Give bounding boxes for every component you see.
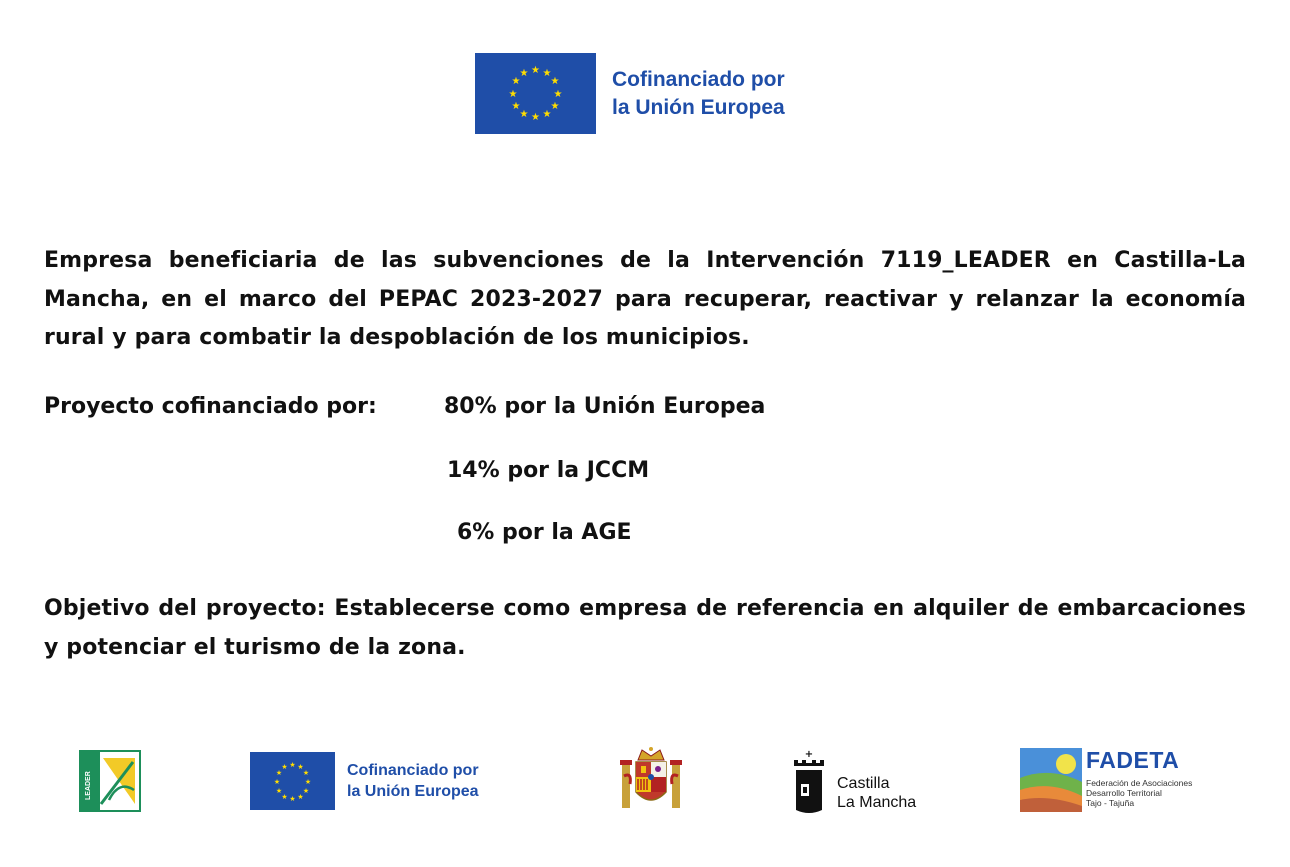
svg-text:★: ★: [508, 89, 518, 100]
svg-text:★: ★: [297, 763, 304, 771]
footer-eu-line2: la Unión Europea: [347, 783, 479, 800]
fadeta-line2: Desarrollo Territorial: [1086, 788, 1162, 798]
svg-text:★: ★: [304, 778, 312, 786]
svg-text:★: ★: [281, 763, 288, 771]
svg-text:★: ★: [550, 101, 560, 112]
svg-text:★: ★: [289, 795, 296, 803]
eu-line2: la Unión Europea: [612, 95, 785, 119]
svg-text:+: +: [804, 749, 814, 760]
castilla-la-mancha-logo: [790, 748, 916, 816]
svg-text:★: ★: [519, 109, 529, 120]
svg-text:★: ★: [289, 761, 296, 769]
eu-line1: Cofinanciado por: [612, 67, 785, 91]
svg-text:★: ★: [275, 769, 283, 777]
svg-text:LEADER: LEADER: [85, 771, 92, 800]
svg-text:★: ★: [297, 793, 304, 801]
leader-logo: [79, 750, 141, 812]
funding-age: 6% por la AGE: [457, 520, 632, 545]
footer-eu-badge: [250, 752, 479, 810]
svg-text:★: ★: [302, 787, 310, 795]
eu-flag-icon: [475, 53, 596, 134]
fadeta-emblem-icon: [1020, 748, 1082, 812]
svg-text:★: ★: [531, 112, 540, 123]
svg-text:★: ★: [275, 787, 283, 795]
objective-paragraph: Objetivo del proyecto: Establecerse como empresa de referencia en alquiler de embarcaciones y potenciar el turismo de la zona.: [44, 596, 1246, 660]
svg-text:★: ★: [519, 68, 529, 79]
svg-text:★: ★: [531, 65, 540, 76]
castle-icon: [790, 748, 828, 816]
fadeta-line3: Tajo - Tajuña: [1086, 798, 1135, 808]
svg-text:★: ★: [511, 76, 521, 87]
svg-text:★: ★: [511, 101, 521, 112]
footer-eu-line1: Cofinanciado por: [347, 762, 479, 779]
eu-cofinancing-badge: [475, 53, 785, 134]
intro-paragraph: Empresa beneficiaria de las subvenciones de la Intervención 7119_LEADER en Castilla-La Mancha, en el marco del PEPAC 2023-2027 para recuperar, reactivar y relanzar la economía rural y para combatir la despoblación de los municipios.: [44, 248, 1246, 350]
fadeta-logo: [1020, 748, 1192, 812]
eu-cofinancing-text: [612, 66, 785, 122]
svg-text:★: ★: [281, 793, 288, 801]
svg-text:★: ★: [302, 769, 310, 777]
svg-text:★: ★: [550, 76, 560, 87]
eu-flag-icon: [250, 752, 335, 810]
fadeta-title: FADETA: [1086, 747, 1180, 773]
clm-line1: Castilla: [837, 775, 890, 792]
svg-text:★: ★: [273, 778, 281, 786]
funding-label: Proyecto cofinanciado por:: [44, 394, 377, 419]
spain-coat-of-arms-logo: [618, 746, 684, 816]
svg-text:★: ★: [553, 89, 563, 100]
svg-text:★: ★: [542, 109, 552, 120]
funding-jccm: 14% por la JCCM: [447, 458, 650, 483]
funding-eu: 80% por la Unión Europea: [444, 394, 766, 419]
clm-line2: La Mancha: [837, 794, 917, 811]
fadeta-line1: Federación de Asociaciones: [1086, 778, 1193, 788]
svg-text:★: ★: [542, 68, 552, 79]
